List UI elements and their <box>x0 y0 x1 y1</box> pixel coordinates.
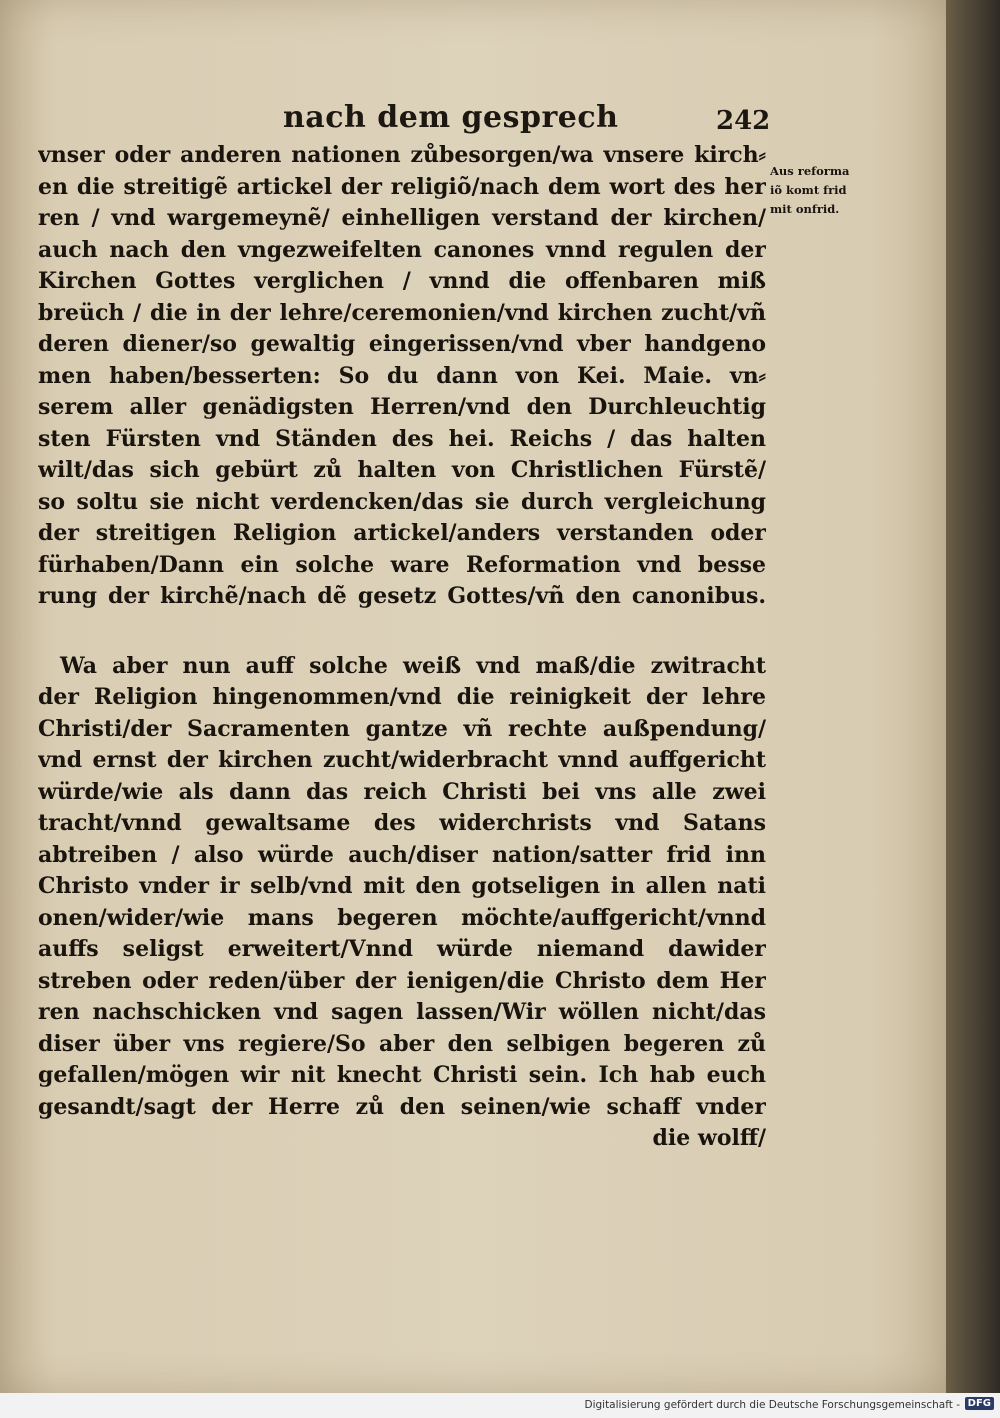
marginal-note-line: mit onfrid. <box>770 202 840 216</box>
text-line: der streitigen Religion artickel/anders verstanden oder <box>38 520 766 546</box>
text-line: vnser oder anderen nationen zůbesorgen/wa vnsere kirch⸗ <box>38 142 766 168</box>
text-line: ren nachschicken vnd sagen lassen/Wir wöllen nicht/das <box>38 999 766 1025</box>
text-line: gesandt/sagt der Herre zů den seinen/wie schaff vnder <box>38 1093 766 1120</box>
text-line: der Religion hingenommen/vnd die reinigkeit der lehre <box>38 684 766 710</box>
text-line: würde/wie als dann das reich Christi bei vns alle zwei <box>38 778 766 805</box>
dfg-logo: DFG <box>965 1397 994 1410</box>
text-line: fürhaben/Dann ein solche ware Reformation vnd besse <box>38 551 766 578</box>
marginal-note-line: iõ komt frid <box>770 183 847 197</box>
text-line: onen/wider/wie mans begeren möchte/auffgericht/vnnd <box>38 904 766 931</box>
text-line: abtreiben / also würde auch/diser nation/satter frid inn <box>38 841 766 868</box>
text-line: Wa aber nun auff solche weiß vnd maß/die zwitracht <box>60 652 766 679</box>
paragraph-1 <box>38 140 766 613</box>
text-line: en die streitigẽ artickel der religiõ/nach dem wort des her <box>38 173 766 200</box>
text-line: sten Fürsten vnd Ständen des hei. Reichs / das halten <box>38 425 766 452</box>
text-line: streben oder reden/über der ienigen/die Christo dem Her <box>38 967 766 994</box>
text-line: vnd ernst der kirchen zucht/widerbracht vnnd auffgericht <box>38 747 766 773</box>
text-line: rung der kirchẽ/nach dẽ gesetz Gottes/vñ den canonibus. <box>38 583 766 609</box>
text-line: serem aller genädigsten Herren/vnd den Durchleuchtig <box>38 394 766 420</box>
paragraph-spacer <box>38 613 766 651</box>
page-edge-shadow <box>946 0 1000 1393</box>
text-line: ren / vnd wargemeynẽ/ einhelligen verstand der kirchen/ <box>38 205 766 231</box>
funding-credit: Digitalisierung gefördert durch die Deutsche Forschungsgemeinschaft - <box>584 1399 960 1411</box>
page-number: 242 <box>716 106 771 136</box>
text-line: Christi/der Sacramenten gantze vñ rechte außpendung/ <box>38 715 766 742</box>
text-line: breüch / die in der lehre/ceremonien/vnd kirchen zucht/vñ <box>38 299 766 326</box>
text-line: deren diener/so gewaltig eingerissen/vnd vber handgeno <box>38 331 766 357</box>
running-head: nach dem gesprech <box>283 100 619 135</box>
text-line: tracht/vnnd gewaltsame des widerchrists vnd Satans <box>38 810 766 836</box>
page-header <box>0 100 946 144</box>
paragraph-2 <box>38 651 766 1155</box>
text-line: wilt/das sich gebürt zů halten von Christlichen Fürstẽ/ <box>38 457 766 483</box>
text-line: diser über vns regiere/So aber den selbigen begeren zů <box>38 1030 766 1057</box>
text-line: auffs seligst erweitert/Vnnd würde niemand dawider <box>38 936 766 962</box>
text-line: so soltu sie nicht verdencken/das sie durch vergleichung <box>38 488 766 515</box>
text-line: men haben/besserten: So du dann von Kei. Maie. vn⸗ <box>38 362 766 389</box>
body-text <box>38 140 766 1155</box>
marginal-note <box>770 162 870 219</box>
text-line: gefallen/mögen wir nit knecht Christi sein. Ich hab euch <box>38 1062 766 1088</box>
text-line: Kirchen Gottes verglichen / vnnd die offenbaren miß <box>38 268 766 294</box>
footer-bar <box>0 1393 1000 1418</box>
text-line: Christo vnder ir selb/vnd mit den gotseligen in allen nati <box>38 873 766 899</box>
text-line: auch nach den vngezweifelten canones vnnd regulen der <box>38 236 766 263</box>
marginal-note-line: Aus reforma <box>770 164 850 178</box>
catchword: die wolff/ <box>652 1125 766 1151</box>
